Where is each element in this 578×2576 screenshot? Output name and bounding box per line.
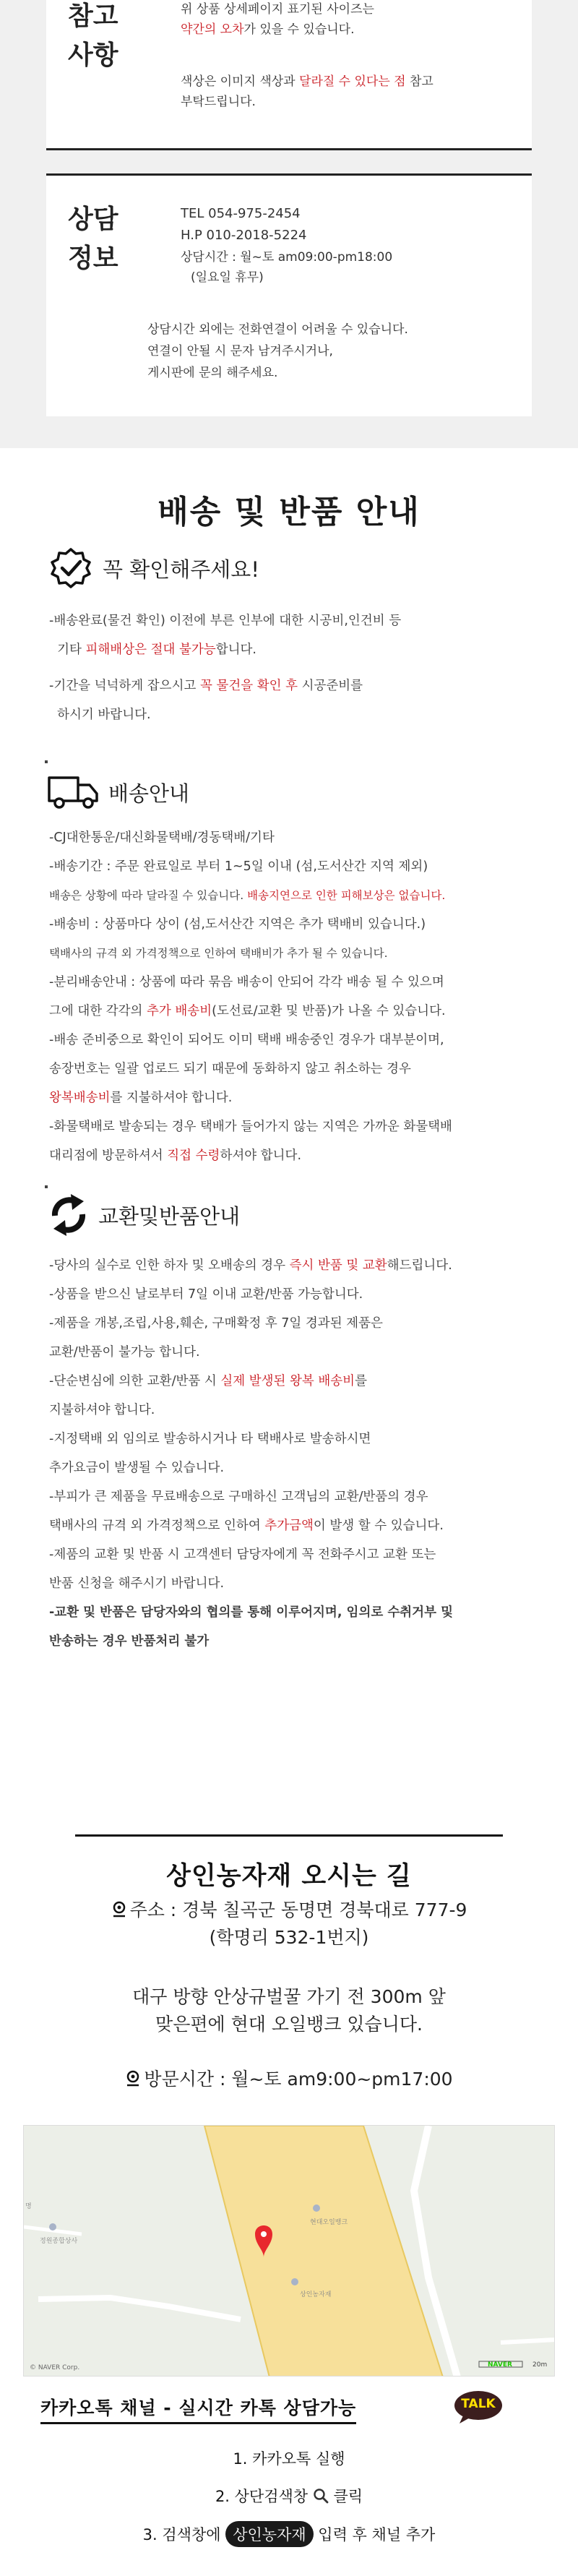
check-line: 하시기 바랍니다. [49,708,151,722]
contact-hp: H.P 010-2018-5224 [181,228,307,243]
returns-line: -단순변심에 의한 교환/반품 시 실제 발생된 왕복 배송비를 [49,1374,367,1388]
badge-check-icon [46,546,95,590]
check-heading [46,546,259,590]
returns-label: 교환및반품안내 [98,1203,241,1229]
info-area [0,0,578,448]
returns-line: 추가요금이 발생될 수 있습니다. [49,1461,225,1475]
kakao-talk-icon: TALK [454,2390,503,2421]
directions-landmark: 대구 방향 안상규벌꿀 가기 전 300m 앞 [132,1986,446,2007]
contact-hours: 상담시간 : 월~토 am09:00-pm18:00 [181,250,393,265]
returns-line: 지불하셔야 합니다. [49,1403,155,1417]
directions-hours: 방문시간 : 월~토 am9:00~pm17:00 [0,2066,578,2093]
notice-card [46,0,532,150]
contact-note: 게시판에 문의 해주세요. [147,366,278,380]
contact-card [46,173,532,416]
map-scale: 20m [532,2361,548,2369]
notice-line: 약간의 오차가 있을 수 있습니다. [181,22,355,37]
returns-warning: -교환 및 반품은 담당자와의 협의를 통해 이루어지며, 임의로 수취거부 및 [49,1605,453,1620]
section-dot [45,760,48,763]
contact-heading: 상담 정보 [68,205,118,273]
notice-heading: 참고 사항 [68,1,118,70]
location-map[interactable] [23,2125,555,2377]
delivery-line: 송장번호는 일괄 업로드 되기 때문에 동화하지 않고 취소하는 경우 [49,1062,411,1076]
directions-address: 주소 : 경북 칠곡군 동명면 경북대로 777-9 [0,1897,578,1924]
directions-address-sub: (학명리 532-1번지) [209,1927,369,1948]
map-graphic [24,2126,555,2377]
kakao-step: 1. 카카오톡 실행 [233,2450,345,2468]
notice-line: 부탁드립니다. [181,95,256,109]
delivery-line: 그에 대한 각각의 추가 배송비(도선료/교환 및 반품)가 나올 수 있습니다. [49,1004,446,1018]
directions-landmark: 맞은편에 현대 오일뱅크 있습니다. [155,2014,423,2035]
returns-line: -제품을 개봉,조립,사용,훼손, 구매확정 후 7일 경과된 제품은 [49,1316,383,1331]
truck-icon [46,773,101,811]
returns-line: -당사의 실수로 인한 하자 및 오배송의 경우 즉시 반품 및 교환해드립니다. [49,1258,452,1273]
map-copyright: © NAVER Corp. [30,2364,80,2371]
delivery-label: 배송안내 [108,781,190,806]
returns-line: 반품 신청을 해주시기 바랍니다. [49,1576,225,1591]
returns-line: -제품의 교환 및 반품 시 고객센터 담당자에게 꼭 전화주시고 교환 또는 [49,1547,436,1562]
exchange-arrows-icon [46,1191,91,1239]
returns-line: 교환/반품이 불가능 합니다. [49,1345,200,1360]
shipping-title: 배송 및 반품 안내 [158,494,420,531]
map-brand-logo: NAVER [488,2361,512,2369]
returns-line: -상품을 받으신 날로부터 7일 이내 교환/반품 가능합니다. [49,1287,363,1302]
delivery-line: -배송비 : 상품마다 상이 (섬,도서산간 지역은 추가 택배비 있습니다.) [49,917,426,932]
notice-line: 색상은 이미지 색상과 달라질 수 있다는 점 참고 [181,74,434,89]
kakao-step: 2. 상단검색창 클릭 [215,2488,363,2505]
contact-holiday: (일요일 휴무) [191,270,264,285]
delivery-line: -분리배송안내 : 상품에 따라 묶음 배송이 안되어 각각 배송 될 수 있으며 [49,975,444,989]
map-label-edge: 명 [25,2203,32,2210]
returns-line: 택배사의 규격 외 가격정책으로 인하여 추가금액이 발생 할 수 있습니다. [49,1519,444,1533]
check-line: 기타 피해배상은 절대 불가능합니다. [49,643,256,657]
notice-line: 위 상품 상세페이지 표기된 사이즈는 [181,2,374,17]
delivery-line: 왕복배송비를 지불하셔야 합니다. [49,1091,233,1105]
delivery-line: -배송 준비중으로 확인이 되어도 이미 택배 배송중인 경우가 대부분이며, [49,1033,444,1047]
contact-note: 상담시간 외에는 전화연결이 어려울 수 있습니다. [147,322,408,337]
returns-warning: 반송하는 경우 반품처리 불가 [49,1634,210,1649]
returns-line: -부피가 큰 제품을 무료배송으로 구매하신 고객님의 교환/반품의 경우 [49,1490,428,1504]
delivery-heading [46,773,189,811]
returns-line: -지정택배 외 임의로 발송하시거나 타 택배사로 발송하시면 [49,1432,371,1446]
check-line: -배송완료(물건 확인) 이전에 부른 인부에 대한 시공비,인건비 등 [49,614,402,628]
check-line: -기간을 넉넉하게 잡으시고 꼭 물건을 확인 후 시공준비를 [49,679,363,693]
contact-note: 연결이 안될 시 문자 남겨주시거나, [147,344,333,359]
directions-divider [75,1834,503,1837]
directions-title: 상인농자재 오시는 길 [166,1862,412,1891]
delivery-line: 택배사의 규격 외 가격정책으로 인하여 택배비가 추가 될 수 있습니다. [49,947,388,960]
contact-tel: TEL 054-975-2454 [181,206,301,221]
map-label-left: 정원종합상사 [40,2238,78,2245]
map-label-store: 상인농자재 [300,2291,332,2298]
delivery-line: -배송기간 : 주문 완료일로 부터 1~5일 이내 (섬,도서산간 지역 제외) [49,859,428,874]
location-pin-icon [111,1901,127,1918]
search-icon [313,2488,329,2504]
section-dot [45,1185,48,1188]
delivery-line: 배송은 상황에 따라 달라질 수 있습니다. 배송지연으로 인한 피해보상은 없습니다. [49,889,446,902]
location-pin-icon [125,2070,141,2087]
delivery-line: 대리점에 방문하셔서 직접 수령하셔야 합니다. [49,1149,302,1163]
kakao-title: 카카오톡 채널 - 실시간 카톡 상담가능 [40,2394,356,2420]
kakao-step: 3. 검색창에 상인농자재 입력 후 채널 추가 [0,2521,578,2547]
check-label: 꼭 확인해주세요! [103,557,259,582]
returns-heading [46,1191,240,1239]
delivery-line: -CJ대한통운/대신화물택배/경동택배/기타 [49,830,275,845]
search-keyword: 상인농자재 [225,2521,313,2547]
delivery-line: -화물택배로 발송되는 경우 택배가 들어가지 않는 지역은 가까운 화물택배 [49,1120,452,1134]
map-label-bank: 현대오일뱅크 [310,2219,348,2226]
